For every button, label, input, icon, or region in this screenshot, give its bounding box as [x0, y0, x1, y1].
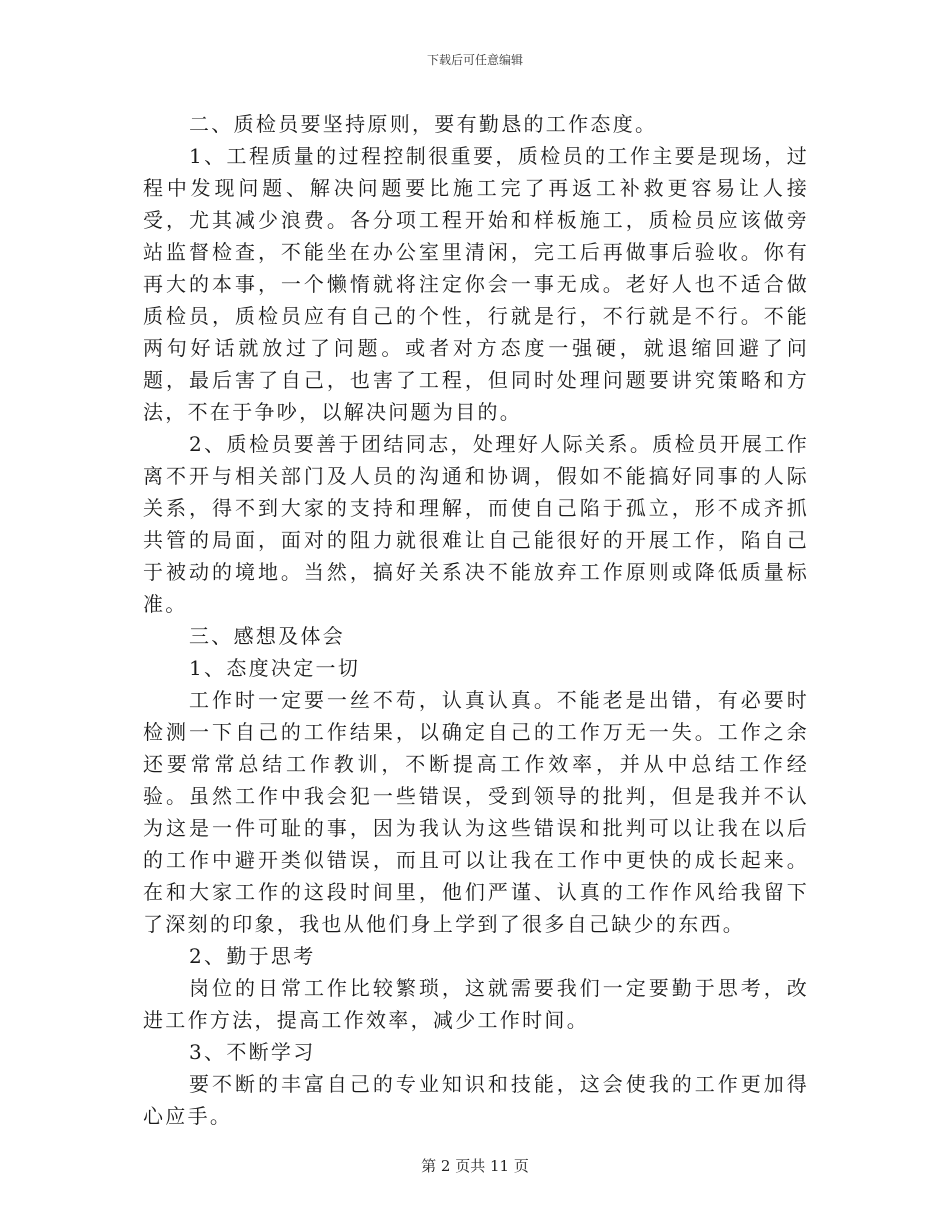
paragraph-thinking: 岗位的日常工作比较繁琐，这就需要我们一定要勤于思考，改进工作方法，提高工作效率，减少工作时间。: [143, 976, 809, 1032]
paragraph-learning: 要不断的丰富自己的专业知识和技能，这会使我的工作更加得心应手。: [143, 1072, 809, 1128]
subheading-thinking: 2、勤于思考: [189, 944, 316, 968]
page-footer: 第 2 页共 11 页: [421, 1157, 529, 1175]
paragraph-interpersonal: 2、质检员要善于团结同志，处理好人际关系。质检员开展工作离不开与相关部门及人员的沟通和协调，假如不能搞好同事的人际关系，得不到大家的支持和理解，而使自己陷于孤立，形不成齐抓共管的局面，面对的阻力就很难让自己能很好的开展工作，陷自己于被动的境地。当然，搞好关系决不能放弃工作原则或降低质量标准。: [143, 432, 809, 616]
subheading-attitude: 1、态度决定一切: [189, 656, 361, 680]
subheading-learning: 3、不断学习: [189, 1040, 316, 1064]
page-header: 下载后可任意编辑: [426, 53, 523, 67]
document-body: [143, 108, 809, 1132]
paragraph-attitude: 工作时一定要一丝不苟，认真认真。不能老是出错，有必要时检测一下自己的工作结果，以确定自己的工作万无一失。工作之余还要常常总结工作教训，不断提高工作效率，并从中总结工作经验。虽然工作中我会犯一些错误，受到领导的批判，但是我并不认为这是一件可耻的事，因为我认为这些错误和批判可以让我在以后的工作中避开类似错误，而且可以让我在工作中更快的成长起来。在和大家工作的这段时间里，他们严谨、认真的工作作风给我留下了深刻的印象，我也从他们身上学到了很多自己缺少的东西。: [143, 688, 809, 936]
paragraph-process-control: 1、工程质量的过程控制很重要，质检员的工作主要是现场，过程中发现问题、解决问题要比施工完了再返工补救更容易让人接受，尤其减少浪费。各分项工程开始和样板施工，质检员应该做旁站监督检查，不能坐在办公室里清闲，完工后再做事后验收。你有再大的本事，一个懒惰就将注定你会一事无成。老好人也不适合做质检员，质检员应有自己的个性，行就是行，不行就是不行。不能两句好话就放过了问题。或者对方态度一强硬，就退缩回避了问题，最后害了自己，也害了工程，但同时处理问题要讲究策略和方法，不在于争吵，以解决问题为目的。: [143, 144, 809, 424]
section-heading-reflections: 三、感想及体会: [189, 624, 346, 648]
section-heading-principles: 二、质检员要坚持原则，要有勤恳的工作态度。: [189, 112, 658, 136]
